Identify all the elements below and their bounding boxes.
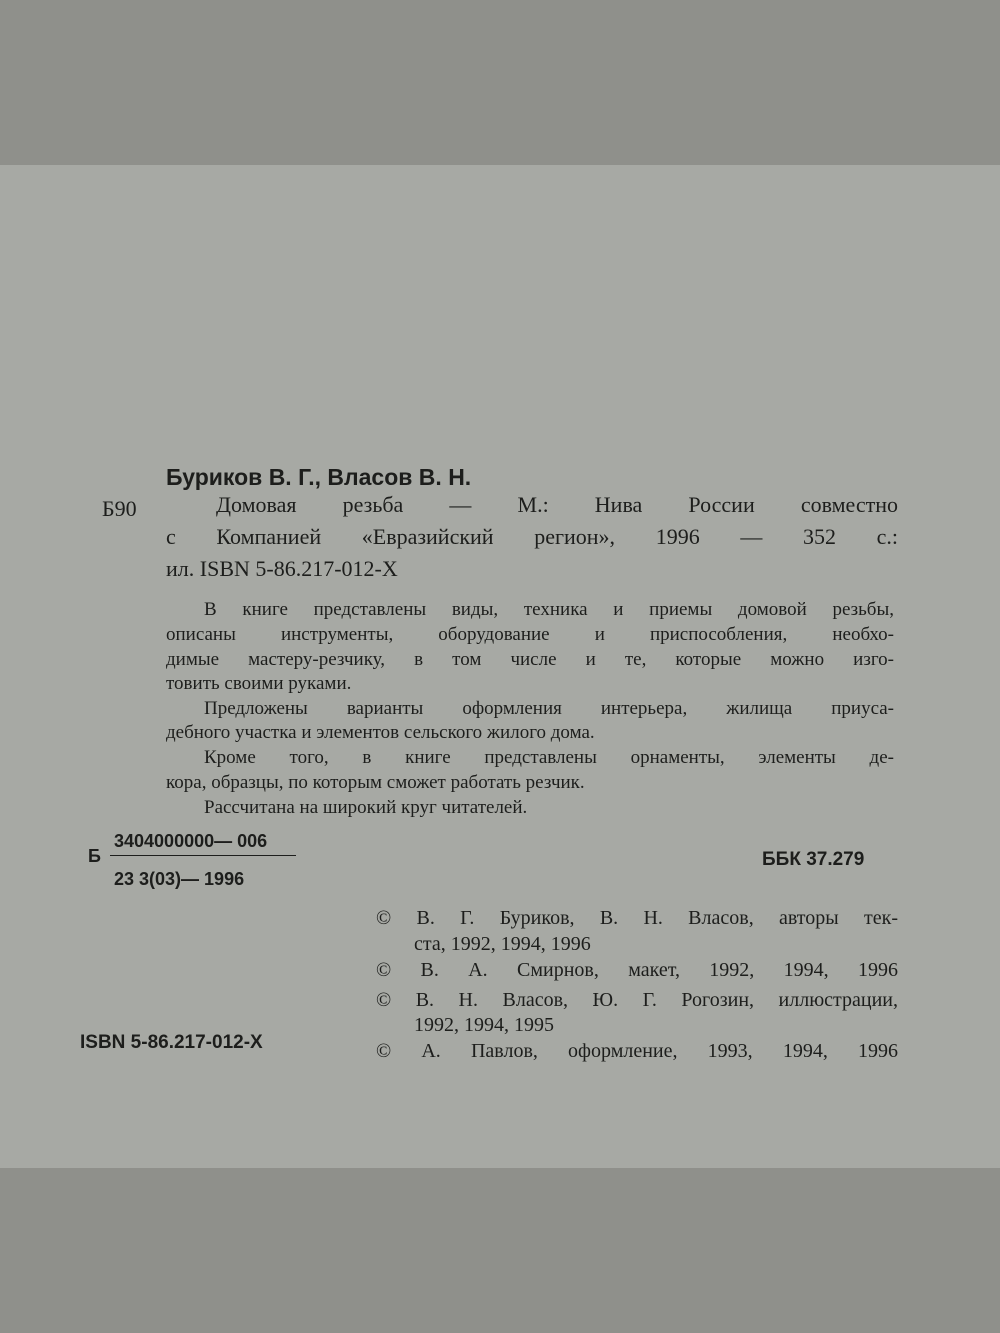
annotation-line-2: описаны инструменты, оборудование и приспособления, необхо- — [166, 624, 894, 645]
annotation-line-1: В книге представлены виды, техника и приемы домовой резьбы, — [204, 599, 894, 620]
copyright-line-6: © А. Павлов, оформление, 1993, 1994, 1996 — [376, 1040, 898, 1062]
annotation-line-5: Предложены варианты оформления интерьера, жилища приуса- — [204, 698, 894, 719]
index-code: Б90 — [102, 496, 137, 521]
authors-heading: Буриков В. Г., Власов В. Н. — [166, 464, 472, 490]
biblio-line-1: Домовая резьба — М.: Нива России совместно — [216, 492, 898, 517]
class-denominator: 23 3(03)— 1996 — [114, 869, 245, 889]
fraction-line — [110, 855, 296, 856]
isbn-code: ISBN 5-86.217-012-X — [80, 1032, 263, 1053]
annotation-line-8: кора, образцы, по которым сможет работать резчик. — [166, 772, 585, 793]
biblio-line-2: с Компанией «Евразийский регион», 1996 — 352 с.: — [166, 524, 898, 549]
copyright-line-1: © В. Г. Буриков, В. Н. Власов, авторы тек- — [376, 907, 898, 929]
annotation-line-6: дебного участка и элементов сельского жилого дома. — [166, 722, 595, 743]
bbk-code: ББК 37.279 — [762, 849, 865, 870]
annotation-line-4: товить своими руками. — [166, 673, 352, 694]
copyright-line-3: © В. А. Смирнов, макет, 1992, 1994, 1996 — [376, 959, 898, 981]
class-letter: Б — [88, 846, 101, 866]
copyright-line-2: ста, 1992, 1994, 1996 — [414, 933, 591, 955]
copyright-line-5: 1992, 1994, 1995 — [414, 1014, 554, 1036]
copyright-line-4: © В. Н. Власов, Ю. Г. Рогозин, иллюстрации, — [376, 989, 898, 1011]
annotation-line-3: димые мастеру-резчику, в том числе и те, которые можно изго- — [166, 649, 894, 670]
biblio-line-3: ил. ISBN 5-86.217-012-X — [166, 556, 398, 581]
annotation-line-7: Кроме того, в книге представлены орнаменты, элементы де- — [204, 747, 894, 768]
annotation-line-9: Рассчитана на широкий круг читателей. — [204, 797, 528, 818]
class-numerator: 3404000000— 006 — [114, 831, 268, 851]
